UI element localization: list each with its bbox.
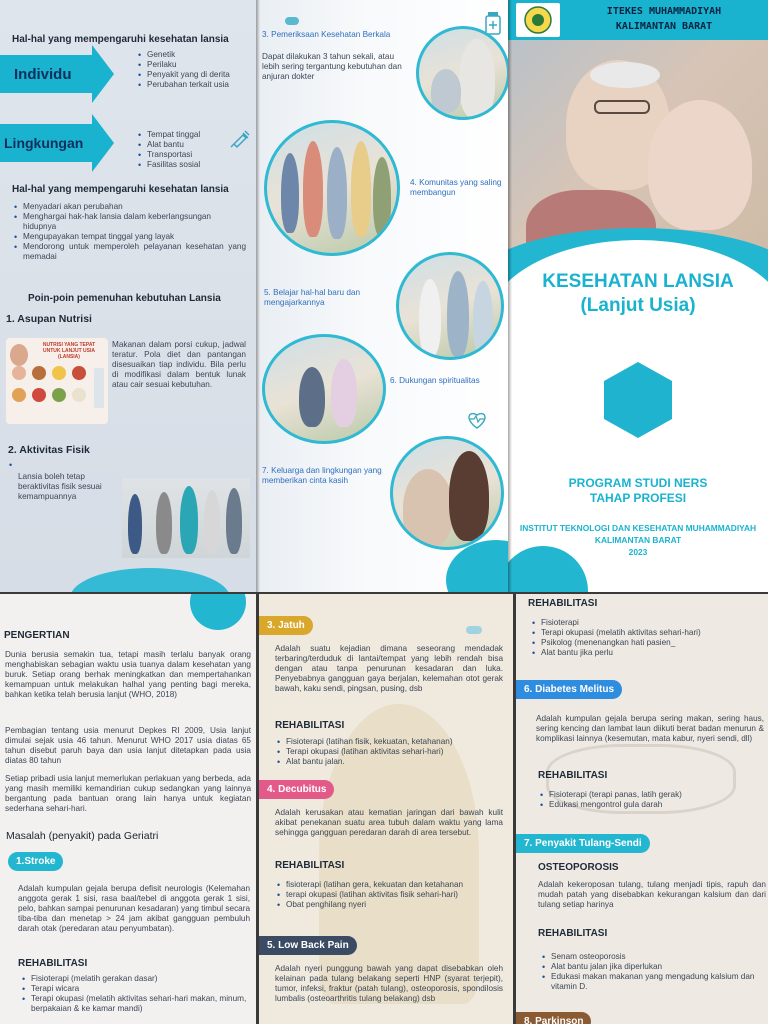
person-figure [299, 367, 325, 427]
needs-item5: 5. Belajar hal-hal baru dan mengajarkannya [264, 288, 361, 307]
list-item: • Fisioterapi (latihan fisik, kekuatan, ketahanan) [277, 737, 505, 747]
glasses-icon [594, 100, 650, 114]
elderly-figure [10, 344, 28, 366]
person-figure [303, 141, 323, 237]
support-list [14, 202, 246, 262]
heart-pulse-icon [466, 410, 488, 430]
person-figure [447, 271, 469, 357]
food-icon [72, 366, 86, 380]
needs-item3-title: 3. Pemeriksaan Kesehatan Berkala [262, 30, 391, 39]
list-item: • Menyadari akan perubahan [14, 202, 246, 212]
list-item: • Fisioterapi (terapi panas, latih gerak) [540, 790, 766, 800]
list-item: • Senam osteoporosis [542, 952, 766, 962]
pengertian-title: PENGERTIAN [4, 630, 70, 641]
water-glass-icon [94, 368, 104, 408]
osteoporosis-rehab-title: REHABILITASI [538, 928, 608, 939]
list-item: • Genetik [138, 50, 230, 60]
list-item: • Penyakit yang di derita [138, 70, 230, 80]
list-item: • Edukasi mengontrol gula darah [540, 800, 766, 810]
food-icon [32, 366, 46, 380]
jatuh-rehab-list [277, 737, 505, 767]
lingkungan-list [138, 130, 238, 170]
pill-icon [284, 14, 300, 28]
food-icon [72, 388, 86, 402]
osteoporosis-rehab-list [542, 952, 766, 992]
photo-community [264, 120, 400, 256]
list-item: • Psikolog (menenangkan hati pasien_ [532, 638, 762, 648]
decubitus-text: Adalah kerusakan atau kematian jaringan dari bawah kulit akibat penekanan suatu area tubuh dalam waktu yang lama sehingga gangguan peredaran darah di area tersebut. [275, 808, 503, 837]
person-figure [648, 100, 752, 230]
needs-item2-text: Lansia boleh tetap beraktivitas fisik sesuai kemampuannya [18, 472, 102, 501]
photo-spirituality [262, 334, 386, 444]
institution-name [566, 4, 762, 34]
individu-arrow [0, 55, 92, 93]
footer-line1: INSTITUT TEKNOLOGI DAN KESEHATAN MUHAMMADIYAH [519, 523, 757, 533]
institution-logo [516, 3, 560, 37]
individu-list [138, 50, 230, 90]
syringe-icon [228, 128, 250, 150]
list-item: • Alat bantu [138, 140, 238, 150]
person-figure [473, 281, 493, 357]
list-item: • Perubahan terkait usia [138, 80, 230, 90]
pill-icon [465, 624, 483, 636]
person-figure [351, 141, 371, 237]
needs-item3-text: Dapat dilakukan 3 tahun sekali, atau lebih sering tergantung kebutuhan dan anjuran dokter [262, 52, 402, 81]
osteoporosis-title: OSTEOPOROSIS [538, 862, 619, 873]
low-back-pain-text: Adalah nyeri punggung bawah yang dapat disebabkan oleh kelainan pada tulang belakang seperti HNP (syarat terjepit), tumor, infeksi, fraktur (patah tulang), osteoporosis, spondilosis lumbalis (osteoarthritis tulang belakang) dsb [275, 964, 503, 1003]
panel-diseases-1 [259, 594, 513, 1024]
jatuh-text: Adalah suatu kejadian dimana seseorang mendadak terbaring/terduduk di lantai/tempat yang lebih rendah bisa dengan atau tanpa penurunan kesadaran dan luka. Penyebabnya gangguan gaya berjalan, kelemahan otot gerak bawah, kaku sendi, pingsan, pusing, dsb [275, 644, 503, 693]
pengertian-paragraph-1: Dunia berusia semakin tua, tetapi masih terlalu banyak orang menghabiskan sebagian waktu usia tuanya dalam kesehatan yang buruk. Setiap orang berhak meningkatkan dan mempertahankan kemampuan untuk melakukan halhal yang penting bagi mereka, bahkan ketika telah berusia lanjut (WHO, 2018) [5, 650, 251, 699]
decubitus-label: 4. Decubitus [259, 780, 334, 799]
list-item: • Transportasi [138, 150, 238, 160]
panel-factors [0, 0, 256, 592]
panel-cover [508, 0, 768, 592]
heading-factors-2: Hal-hal yang mempengaruhi kesehatan lansia [12, 184, 229, 195]
footer-year: 2023 [628, 547, 648, 557]
hair [590, 62, 660, 88]
food-icon [32, 388, 46, 402]
needs-item1-text: Makanan dalam porsi cukup, jadwal teratur. Pola diet dan pantangan disesuaikan tiap individu. Bila perlu di modifikasi dalam bentuk lunak atau cair sesuai kebutuhan. [112, 340, 246, 389]
list-item: • Terapi okupasi (latihan aktivitas sehari-hari) [277, 747, 505, 757]
stroke-rehab-list [22, 974, 250, 1014]
needs-item6: 6. Dukungan spiritualitas [390, 376, 480, 385]
panel-definition [0, 594, 256, 1024]
list-item: • Mengupayakan tempat tinggal yang layak [14, 232, 246, 242]
decorative-wave [70, 568, 230, 592]
list-item: • Terapi okupasi (melatih aktivitas sehari-hari) [532, 628, 762, 638]
list-item: • Fasilitas sosial [138, 160, 238, 170]
lingkungan-arrow [0, 124, 92, 162]
decubitus-rehab-title: REHABILITASI [275, 860, 345, 871]
person-figure [156, 492, 172, 554]
rehab-list [532, 618, 762, 658]
nutrition-infographic [6, 338, 108, 424]
stroke-label: 1.Stroke [8, 852, 63, 871]
person-figure [459, 39, 495, 119]
list-item: • Mendorong untuk memperoleh pelayanan kesehatan yang memadai [14, 242, 246, 262]
osteoporosis-text: Adalah kekeroposan tulang, tulang menjadi tipis, rapuh dan mudah patah yang disebabkan kekurangan kalsium dan dari tulang setiap harinya [538, 880, 766, 909]
diabetes-rehab-title: REHABILITASI [538, 770, 608, 781]
cover-title-line2: (Lanjut Usia) [580, 295, 696, 316]
decorative-wave [190, 594, 246, 630]
exercise-photo [122, 478, 250, 558]
list-item: • Alat bantu jalan jika diperlukan [542, 962, 766, 972]
stroke-rehab-title: REHABILITASI [18, 958, 88, 969]
program-line1: PROGRAM STUDI NERS [568, 476, 708, 490]
institution-line2: KALIMANTAN BARAT [615, 21, 713, 32]
list-item: • Obat penghilang nyeri [277, 900, 505, 910]
food-icon [52, 366, 66, 380]
food-icon [12, 388, 26, 402]
lingkungan-label: Lingkungan [4, 135, 84, 151]
person-figure [403, 469, 453, 547]
photo-family [390, 436, 504, 550]
panel-diseases-2 [516, 594, 768, 1024]
list-item: • terapi okupasi (latihan aktivitas fisik sehari-hari) [277, 890, 505, 900]
program-line2: TAHAP PROFESI [589, 491, 687, 505]
person-figure [449, 451, 489, 541]
diabetes-label: 6. Diabetes Melitus [516, 680, 622, 699]
person-figure [373, 157, 391, 237]
list-item: • Alat bantu jalan. [277, 757, 505, 767]
food-icon [52, 388, 66, 402]
bone-joint-label: 7. Penyakit Tulang-Sendi [516, 834, 650, 853]
fold-shadow [256, 0, 260, 592]
needs-item4: 4. Komunitas yang saling membangun [410, 178, 502, 197]
bullet-marker: • [9, 460, 13, 470]
needs-item7: 7. Keluarga dan lingkungan yang memberikan cinta kasih [262, 466, 382, 485]
decubitus-rehab-list [277, 880, 505, 910]
needs-item1-title: 1. Asupan Nutrisi [6, 313, 92, 325]
list-item: • Alat bantu jika perlu [532, 648, 762, 658]
stroke-text: Adalah kumpulan gejala berupa defisit neurologis (Kelemahan anggota gerak 1 sisi, rasa baal/tebel di anggota gerak 1 sisi, pelo, bahkan sampai penurunan kesadaran) yang timbul secara tiba-tiba dan menetap > 24 jam akibat gangguan pembuluh darah otak (peredaran atau penyumbatan). [18, 884, 250, 933]
diabetes-rehab-list [540, 790, 766, 810]
person-figure [180, 486, 198, 554]
rehab-title: REHABILITASI [528, 598, 598, 609]
photo-learning [396, 252, 504, 360]
person-figure [128, 494, 142, 554]
program-name [508, 476, 768, 506]
list-item: • Perilaku [138, 60, 230, 70]
cover-title [508, 270, 768, 318]
list-item: • Menghargai hak-hak lansia dalam keberlangsungan hidupnya [14, 212, 246, 232]
list-item: • fisioterapi (latihan gera, kekuatan dan ketahanan [277, 880, 505, 890]
list-item: • Fisioterapi (melatih gerakan dasar) [22, 974, 250, 984]
panel-needs-continued [256, 0, 508, 592]
person-figure [281, 153, 299, 233]
person-figure [204, 490, 220, 554]
jatuh-label: 3. Jatuh [259, 616, 313, 635]
person-figure [331, 359, 357, 427]
masalah-title: Masalah (penyakit) pada Geriatri [6, 830, 159, 842]
list-item: • Terapi wicara [22, 984, 250, 994]
cover-title-line1: KESEHATAN LANSIA [542, 271, 734, 292]
list-item: • Fisioterapi [532, 618, 762, 628]
person-figure [327, 147, 347, 239]
nutrition-infographic-title: NUTRISI YANG TEPAT UNTUK LANJUT USIA (LANSIA) [42, 342, 96, 360]
heading-factors-1: Hal-hal yang mempengaruhi kesehatan lansia [12, 34, 229, 45]
person-figure [226, 488, 242, 554]
list-item: • Terapi okupasi (melatih aktivitas sehari-hari makan, minum, berpakaian & ke kamar mandi) [22, 994, 250, 1014]
institution-line1: ITEKES MUHAMMADIYAH [606, 6, 722, 17]
list-item: • Tempat tinggal [138, 130, 238, 140]
footer-line2: KALIMANTAN BARAT [594, 535, 682, 545]
heading-needs: Poin-poin pemenuhan kebutuhan Lansia [28, 293, 221, 304]
person-figure [431, 69, 461, 113]
sun-emblem-icon [523, 5, 553, 35]
list-item: • Edukasi makan makanan yang mengadung kalsium dan vitamin D. [542, 972, 766, 992]
pengertian-paragraph-3: Setiap pribadi usia lanjut memerlukan perlakuan yang berbeda, ada yang masih memiliki kemandirian cukup sedangkan yang lainnya bergantung pada bantuan orang lain hanya untuk kegiatan sederhana sehari-hari. [5, 774, 251, 813]
needs-item2-title: 2. Aktivitas Fisik [8, 444, 90, 456]
photo-health-check [416, 26, 508, 120]
diabetes-text: Adalah kumpulan gejala berupa sering makan, sering haus, sering kencing dan lambat laun diikuti berat badan menurun & komplikasi lainnya (kesemutan, mata kabur, nyeri sendi, dll) [536, 714, 764, 743]
pengertian-paragraph-2: Pembagian tentang usia menurut Depkes RI 2009, Usia lanjut dimulai sejak usia 46 tahun. Menurut WHO 2017 usia diatas 65 tahun disebut paruh baya dan usia lanjut ditetapkan pada usia diatas 80 tahun [5, 726, 251, 765]
fold-shadow [508, 0, 512, 592]
individu-label: Individu [14, 65, 72, 83]
food-icon [12, 366, 26, 380]
person-figure [419, 279, 441, 357]
jatuh-rehab-title: REHABILITASI [275, 720, 345, 731]
low-back-pain-label: 5. Low Back Pain [259, 936, 357, 955]
parkinson-label: 8. Parkinson [516, 1012, 591, 1024]
